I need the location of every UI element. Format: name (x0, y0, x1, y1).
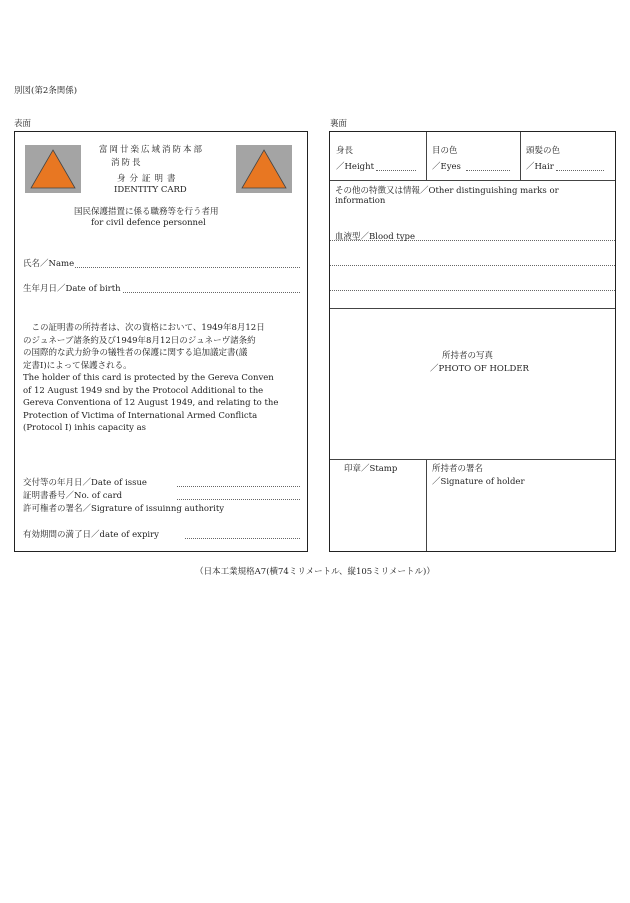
civil-defence-emblem-left (25, 145, 81, 193)
orange-triangle-icon (236, 145, 292, 193)
front-side-label: 表面 (14, 119, 32, 129)
eye-color-label-en: ／Eyes (432, 162, 461, 172)
hair-color-label: 頭髪の色 (526, 146, 561, 156)
photo-label: 所持者の写真 (442, 351, 494, 361)
issuing-officer: 消防長 (111, 158, 143, 168)
card-front (14, 131, 308, 552)
annex-title: 別図(第2条関係) (14, 86, 78, 96)
eye-color-field-line (466, 170, 510, 171)
name-label: 氏名／Name (23, 259, 75, 269)
card-number-label: 証明書番号／No. of card (23, 491, 123, 501)
hair-color-field-line (556, 170, 604, 171)
card-title-ja: 身分証明書 (117, 174, 180, 184)
blood-type-label: 血液型／Blood type (335, 232, 416, 242)
statement-ja: この証明書の所持者は、次の資格において、1949年8月12日 のジュネーブ諸条約及び1949年8月12日のジュネーヴ諸条約 の国際的な武力紛争の犠牲者の保護に関する追加議定書(議 定書I)によって保護される。 (23, 323, 265, 371)
extra-field-line-2 (330, 290, 615, 291)
size-note: （日本工業規格A7(横74ミリメートル、縦105ミリメートル)） (195, 567, 435, 577)
card-number-field-line (177, 499, 300, 500)
height-label-en: ／Height (336, 162, 374, 172)
issue-date-field-line (177, 486, 300, 487)
blood-type-field-line (330, 240, 615, 241)
back-side-label: 裏面 (330, 119, 348, 129)
other-marks-label-cont: information (335, 196, 386, 206)
holder-signature-label-en: ／Signature of holder (432, 477, 525, 487)
photo-label-en: ／PHOTO OF HOLDER (430, 364, 529, 374)
card-title-en: IDENTITY CARD (114, 185, 187, 195)
issuing-org: 富岡廿楽広域消防本部 (99, 145, 205, 155)
holder-signature-label: 所持者の署名 (432, 464, 484, 474)
name-field-line (75, 267, 300, 268)
extra-field-line-1 (330, 265, 615, 266)
hair-color-label-en: ／Hair (526, 162, 554, 172)
expiry-label: 有効期間の満了日／date of expiry (23, 530, 159, 540)
other-marks-label: その他の特徴又は情報／Other distinguishing marks or (335, 186, 559, 196)
stamp-label: 印章／Stamp (344, 464, 398, 474)
height-field-line (376, 170, 416, 171)
authority-signature-label: 許可権者の署名／Sigrature of issuinng authority (23, 504, 225, 514)
purpose-ja: 国民保護措置に係る職務等を行う者用 (74, 207, 219, 217)
statement-en: The holder of this card is protected by the Gereva Conven of 12 August 1949 snd by the Protocol Additional to the Gereva Conventiona of 12 August 1949, and relating to the Protection of Victima of International Armed Conflicta (Protocol Ⅰ) inhis capacity as (23, 373, 279, 433)
orange-triangle-icon (25, 145, 81, 193)
dob-label: 生年月日／Date of birth (23, 284, 121, 294)
expiry-field-line (185, 538, 300, 539)
issue-date-label: 交付等の年月日／Date of issue (23, 478, 147, 488)
purpose-en: for civil defence personnel (91, 218, 206, 228)
eye-color-label: 目の色 (432, 146, 458, 156)
card-back (329, 131, 616, 552)
dob-field-line (123, 292, 300, 293)
height-label: 身長 (336, 146, 354, 156)
civil-defence-emblem-right (236, 145, 292, 193)
